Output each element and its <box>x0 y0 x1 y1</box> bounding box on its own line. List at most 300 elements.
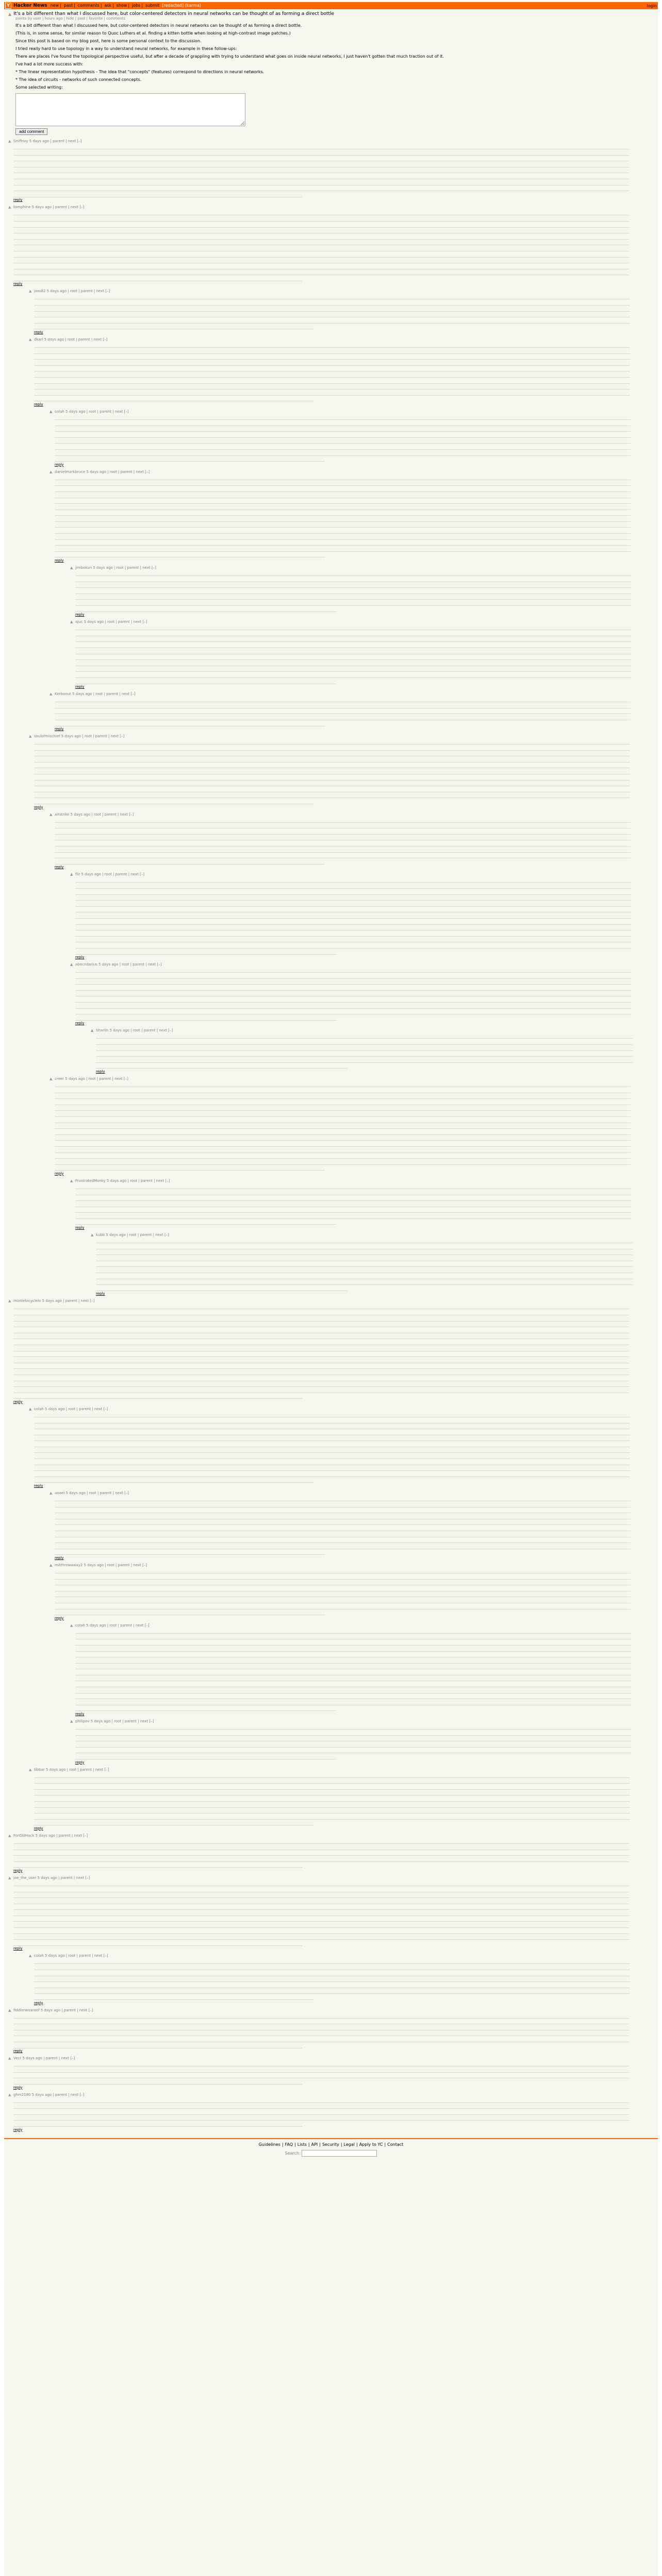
comment-text-line <box>75 968 632 973</box>
comment-text-line <box>13 1352 629 1357</box>
comment-text-line <box>13 216 629 222</box>
footer-link[interactable]: Apply to YC <box>359 2142 383 2147</box>
comment-text-line <box>34 1466 630 1471</box>
upvote-arrow-icon[interactable]: ▲ <box>70 566 73 570</box>
reply-link[interactable]: reply <box>34 330 43 335</box>
reply-link[interactable]: reply <box>13 1868 23 1873</box>
comment-text-line <box>13 1899 629 1904</box>
comment-text-line <box>55 1124 631 1129</box>
upvote-arrow-icon[interactable]: ▲ <box>8 11 12 16</box>
reply-link[interactable]: reply <box>13 1399 23 1404</box>
comment-meta[interactable]: ghm2180 5 days ago | parent | next [–] <box>13 2092 85 2097</box>
comment-text-line <box>75 631 632 636</box>
comment-text-line <box>13 2122 302 2127</box>
upvote-arrow-icon[interactable]: ▲ <box>8 2056 11 2061</box>
comment-text-line <box>13 2110 629 2115</box>
comment-meta[interactable]: joe_the_user 5 days ago | parent | next [–] <box>13 1875 90 1880</box>
comment-text-line <box>55 1538 631 1543</box>
comment-text-line <box>75 913 632 919</box>
upvote-arrow-icon[interactable]: ▲ <box>49 1491 53 1496</box>
nav-jobs[interactable]: jobs <box>131 3 141 8</box>
comment-text-line <box>34 1460 630 1465</box>
comment <box>8 139 655 202</box>
upvote-arrow-icon[interactable]: ▲ <box>49 692 53 697</box>
reply-link[interactable]: reply <box>75 1226 85 1230</box>
comment-text-line <box>96 1256 633 1261</box>
reply-link[interactable]: reply <box>13 2127 23 2132</box>
footer-link[interactable]: Lists <box>297 2142 307 2147</box>
comment-text-line <box>55 1088 631 1093</box>
nav-submit[interactable]: submit <box>145 3 160 8</box>
comment-text-line <box>13 1917 629 1922</box>
comment-text-line <box>75 1736 632 1741</box>
comment-meta[interactable]: jimbokun 5 days ago | root | parent | next [–] <box>75 566 156 570</box>
comment-text-line <box>75 1214 632 1219</box>
upvote-arrow-icon[interactable]: ▲ <box>8 139 11 143</box>
comment-text <box>34 294 655 329</box>
comment-text-line <box>13 186 629 191</box>
comment-text-line <box>34 1448 630 1453</box>
comment-text-line <box>75 1652 632 1657</box>
reply-link[interactable]: reply <box>55 865 64 870</box>
comment-text-line <box>55 529 631 534</box>
comment-text-line <box>34 1797 630 1802</box>
comment-text-line <box>96 1033 633 1039</box>
comment-text-line <box>75 986 632 991</box>
story-paragraph: (This is, in some sense, for similar reason to Quoc Luthers et al. finding a kitten bottle when looking at high-contrast image patches.) <box>15 31 291 36</box>
footer-separator: | <box>340 2142 342 2147</box>
comment <box>49 470 655 563</box>
comment-text-line <box>55 1532 631 1537</box>
reply-link[interactable]: reply <box>13 198 23 202</box>
comment <box>70 872 655 959</box>
comment-text <box>34 1773 655 1826</box>
comment-text-line <box>34 1995 313 2000</box>
comment-text-line <box>13 1316 629 1321</box>
comment <box>49 1563 655 1620</box>
footer-separator: | <box>356 2142 358 2147</box>
comment-text-line <box>75 643 632 648</box>
comment-text-line <box>96 1063 347 1069</box>
comment-text-line <box>75 1640 632 1646</box>
comment <box>8 1876 655 1951</box>
comment-text-line <box>75 920 632 925</box>
comment-text-line <box>55 859 325 865</box>
reply-link[interactable]: reply <box>75 613 85 617</box>
comment-text-line <box>55 853 631 858</box>
comment-meta[interactable]: tibbar 5 days ago | root | parent | next [–] <box>34 1767 109 1772</box>
comment-text <box>75 1184 655 1225</box>
comment-text-line <box>13 1923 629 1928</box>
comment-text-line <box>13 162 629 167</box>
comment-text-line <box>55 1550 325 1555</box>
comment-meta[interactable]: montebicyclelo 5 days ago | parent | next [–] <box>13 1299 95 1303</box>
reply-link[interactable]: reply <box>55 1555 64 1560</box>
comment-text-line <box>75 673 632 678</box>
comment-text-line <box>13 252 629 258</box>
upvote-arrow-icon[interactable]: ▲ <box>70 1623 73 1628</box>
story-text <box>15 23 655 90</box>
comment-text-line <box>75 637 632 642</box>
reply-link[interactable]: reply <box>55 727 64 732</box>
nav-new[interactable]: new <box>50 3 59 8</box>
footer <box>4 2138 658 2157</box>
comment-meta[interactable]: tomphine 5 days ago | parent | next [–] <box>13 205 85 210</box>
story-paragraph: Some selected writing: <box>15 85 63 90</box>
comment <box>49 812 655 870</box>
comment-meta[interactable]: airstrike 5 days ago | root | parent | next [–] <box>55 812 134 817</box>
site-name[interactable]: Hacker News <box>13 3 47 8</box>
comment-text-line <box>55 505 631 510</box>
upvote-arrow-icon[interactable]: ▲ <box>70 1178 73 1183</box>
footer-link[interactable]: Security <box>322 2142 339 2147</box>
comment-text-line <box>55 499 631 504</box>
nav-comments[interactable]: comments <box>77 3 100 8</box>
comment-text-line <box>13 2079 302 2084</box>
reply-link[interactable]: reply <box>13 282 23 286</box>
comment-text-line <box>75 877 632 883</box>
comment-text <box>13 2013 655 2048</box>
upvote-arrow-icon[interactable]: ▲ <box>49 812 53 817</box>
comment-text <box>55 475 655 558</box>
upvote-arrow-icon[interactable]: ▲ <box>8 2008 11 2012</box>
reply-link[interactable]: reply <box>34 1826 43 1831</box>
comment-meta[interactable]: creer 5 days ago | root | parent | next [–] <box>55 1077 128 1081</box>
upvote-arrow-icon[interactable]: ▲ <box>91 1028 94 1033</box>
reply-link[interactable]: reply <box>75 1712 85 1717</box>
comment-text-line <box>75 979 632 985</box>
comment-text-line <box>13 1328 629 1333</box>
story-paragraph: I tried really hard to use topology in a way to understand neural networks, for example in these follow-ups: <box>15 46 237 51</box>
comment-meta[interactable]: uoaei 5 days ago | root | parent | next [–] <box>55 1491 129 1496</box>
story-subtext: points by user | hours ago | hide | past | favorite | comments <box>15 16 125 21</box>
comment-text-line <box>75 907 632 912</box>
comment-text-line <box>75 1670 632 1675</box>
add-comment-button[interactable]: add comment <box>15 128 47 135</box>
comment-text-line <box>55 427 631 432</box>
comment-text-line <box>96 1040 633 1045</box>
footer-link[interactable]: Contact <box>387 2142 404 2147</box>
comment-text <box>55 415 655 462</box>
upvote-arrow-icon[interactable]: ▲ <box>29 337 32 342</box>
comment-text-line <box>13 2061 629 2066</box>
reply-link[interactable]: reply <box>55 1616 64 1620</box>
upvote-arrow-icon[interactable]: ▲ <box>49 469 53 474</box>
comment-text-line <box>55 1148 631 1153</box>
reply-link[interactable]: reply <box>75 955 85 960</box>
comment-text-line <box>75 1688 632 1693</box>
comment-text-line <box>55 1526 631 1531</box>
comment-text-line <box>75 667 632 672</box>
comment-text-line <box>75 1682 632 1687</box>
comment <box>70 1623 655 1716</box>
comment-meta[interactable]: danielmarkbruce 5 days ago | root | parent | next [–] <box>55 469 150 474</box>
comment-text-line <box>13 150 629 156</box>
comment-text-line <box>75 1700 632 1705</box>
story-paragraph: There are places I've found the topological perspective useful, but after a decade of grappling with trying to understand what goes on inside neural networks, I just haven't gotten that much traction out of it. <box>15 54 444 59</box>
comment-textarea[interactable] <box>15 93 245 126</box>
story-title[interactable]: It's a bit different than what I discussed here, but color-centered detectors in neural networks can be thought of as forming a direct bottle <box>13 11 335 16</box>
upvote-arrow-icon[interactable]: ▲ <box>29 1954 32 1958</box>
comment-text-line <box>34 391 630 396</box>
nav-ask[interactable]: ask <box>104 3 112 8</box>
login-link[interactable]: login <box>647 3 657 8</box>
comment-text-line <box>13 1941 302 1946</box>
comment-text-line <box>34 751 630 756</box>
comment-meta[interactable]: joss82 5 days ago | root | parent | next [–] <box>34 289 110 294</box>
upvote-arrow-icon[interactable]: ▲ <box>70 1719 73 1724</box>
comment-text-line <box>55 415 631 420</box>
comment-text-line <box>75 1731 632 1736</box>
comment <box>8 1299 655 1404</box>
reply-link[interactable]: reply <box>34 2001 43 2005</box>
comment-text-line <box>55 487 631 492</box>
comment-meta[interactable]: colah 5 days ago | root | parent | next [–] <box>55 409 129 414</box>
comment-text-line <box>13 2104 629 2109</box>
comment-text-line <box>34 793 630 798</box>
top-bar <box>4 2 658 9</box>
footer-link[interactable]: Legal <box>343 2142 355 2147</box>
footer-search <box>4 2150 658 2157</box>
comment-text-line <box>34 1785 630 1790</box>
comment-meta[interactable]: flir 5 days ago | root | parent | next [–] <box>75 872 144 877</box>
nav-links: new | past | comments | ask | show | jobs | submit [redacted] (karma) <box>50 3 202 8</box>
comment-text-line <box>34 379 630 384</box>
comment-text-line <box>34 1418 630 1423</box>
comment-text-line <box>34 300 630 306</box>
comment-text-line <box>55 1580 631 1585</box>
comment-text-line <box>13 168 629 173</box>
comment-text-line <box>13 2013 629 2019</box>
comment-text-line <box>13 223 629 228</box>
footer-separator: | <box>294 2142 296 2147</box>
reply-link[interactable]: reply <box>13 2085 23 2090</box>
comment-meta[interactable]: soulofmischief 5 days ago | root | parent | next [–] <box>34 734 125 739</box>
comment-text <box>75 968 655 1021</box>
comment-text-line <box>75 1742 632 1748</box>
comment-text-line <box>34 318 630 324</box>
comment-text-line <box>55 1106 631 1111</box>
reply-link[interactable]: reply <box>75 1760 85 1765</box>
comment-text-line <box>75 937 632 942</box>
reply-link[interactable]: reply <box>13 2049 23 2054</box>
reply-link[interactable]: reply <box>34 1484 43 1488</box>
comment-text-line <box>75 1629 632 1634</box>
comment-text-line <box>34 1430 630 1435</box>
comment-text <box>75 625 655 684</box>
comment-text-line <box>55 721 325 726</box>
upvote-arrow-icon[interactable]: ▲ <box>70 872 73 877</box>
reply-link[interactable]: reply <box>55 558 64 563</box>
comment-meta[interactable]: Kerbonut 5 days ago | root | parent | next [–] <box>55 692 136 697</box>
comment-text-line <box>13 1376 629 1381</box>
comment-text-line <box>13 1929 629 1934</box>
comment-text-line <box>96 1268 633 1273</box>
comment <box>91 1028 655 1074</box>
comment-text-line <box>75 595 632 600</box>
comment-text-line <box>13 276 302 281</box>
comment-text-line <box>34 343 630 348</box>
comment-text-line <box>34 384 630 389</box>
comment-text-line <box>55 535 631 540</box>
comment-text-line <box>55 1130 631 1135</box>
comment-text-line <box>34 1989 630 1994</box>
comment <box>49 1491 655 1560</box>
comment-meta[interactable]: FrustratedMonky 5 days ago | root | parent | next [–] <box>75 1178 170 1183</box>
reply-link[interactable]: reply <box>75 1021 85 1026</box>
comment-meta[interactable]: ajuc 5 days ago | root | parent | next [–] <box>75 620 147 624</box>
comment-text-line <box>55 438 631 444</box>
comment <box>29 734 655 809</box>
comment-meta[interactable]: colah 5 days ago | root | parent | next [–] <box>75 1623 150 1628</box>
comment-text-line <box>96 1274 633 1279</box>
footer-link[interactable]: API <box>311 2142 318 2147</box>
footer-links <box>4 2142 658 2147</box>
reply-link[interactable]: reply <box>13 1946 23 1951</box>
comment-text <box>55 1568 655 1615</box>
comment <box>91 1233 655 1296</box>
comment-text-line <box>75 991 632 996</box>
comment-text-line <box>75 1664 632 1669</box>
comment-meta[interactable]: philipov 5 days ago | root | parent | next [–] <box>75 1719 154 1724</box>
comment-text-line <box>34 745 630 751</box>
upvote-arrow-icon[interactable]: ▲ <box>8 205 11 210</box>
upvote-arrow-icon[interactable]: ▲ <box>29 289 32 294</box>
comment-text-line <box>55 697 631 702</box>
upvote-arrow-icon[interactable]: ▲ <box>8 1299 11 1303</box>
comment-text <box>75 571 655 612</box>
upvote-arrow-icon[interactable]: ▲ <box>49 409 53 414</box>
reply-link[interactable]: reply <box>75 685 85 689</box>
upvote-arrow-icon[interactable]: ▲ <box>8 1833 11 1838</box>
comment-text-line <box>34 354 630 360</box>
upvote-arrow-icon[interactable]: ▲ <box>29 734 32 739</box>
comment-text-line <box>34 1803 630 1808</box>
comment-text-line <box>75 925 632 930</box>
comment-text-line <box>55 1154 631 1159</box>
comment <box>8 2056 655 2089</box>
comment-text-line <box>55 456 325 462</box>
comment-text-line <box>13 1935 629 1940</box>
footer-link[interactable]: Guidelines <box>258 2142 280 2147</box>
reply-link[interactable]: reply <box>34 805 43 809</box>
comment <box>70 620 655 689</box>
comment-text-line <box>13 174 629 179</box>
comment-text-line <box>34 1977 630 1982</box>
comment-meta[interactable]: colah 5 days ago | root | parent | next [–] <box>34 1954 108 1958</box>
comment-text-line <box>13 156 629 161</box>
comment-text-line <box>55 451 631 456</box>
comment <box>29 289 655 334</box>
upvote-arrow-icon[interactable]: ▲ <box>29 1767 32 1772</box>
comment-text-line <box>75 950 336 955</box>
comment-text-line <box>55 540 631 546</box>
reply-link[interactable]: reply <box>96 1070 105 1074</box>
comment-text-line <box>34 312 630 317</box>
comment-text-line <box>13 1862 302 1868</box>
comment <box>70 566 655 617</box>
yc-logo-icon[interactable]: Y <box>5 3 11 9</box>
upvote-arrow-icon[interactable]: ▲ <box>49 1563 53 1567</box>
comment-text-line <box>34 366 630 371</box>
upvote-arrow-icon[interactable]: ▲ <box>29 1406 32 1411</box>
comment <box>49 1077 655 1176</box>
reply-link[interactable]: reply <box>55 462 64 467</box>
comment-text-line <box>55 475 631 480</box>
comment-text-line <box>34 1815 630 1820</box>
comment-text-line <box>34 1424 630 1429</box>
comment-text-line <box>13 210 629 215</box>
comment-text-line <box>55 1574 631 1580</box>
page <box>4 2 658 2576</box>
reply-link[interactable]: reply <box>55 1171 64 1176</box>
comment <box>70 962 655 1025</box>
upvote-arrow-icon[interactable]: ▲ <box>70 620 73 624</box>
comment-text-line <box>75 1015 336 1021</box>
comment-text-line <box>34 1436 630 1441</box>
comment-text-line <box>13 2025 629 2030</box>
comment-text-line <box>34 1983 630 1988</box>
reply-link[interactable]: reply <box>34 402 43 406</box>
comment-text-line <box>75 1009 632 1014</box>
comment-text <box>13 1881 655 1946</box>
comment <box>8 1834 655 1873</box>
comment-meta[interactable]: Vecr 5 days ago | parent | next [–] <box>13 2056 75 2061</box>
comment-meta[interactable]: dkarl 5 days ago | root | parent | next [–] <box>34 337 108 342</box>
comment-meta[interactable]: Sharlin 5 days ago | root | parent | next [–] <box>96 1028 173 1033</box>
comment-text-line <box>13 1893 629 1898</box>
upvote-arrow-icon[interactable]: ▲ <box>49 1077 53 1081</box>
nav-show[interactable]: show <box>116 3 127 8</box>
comment-text-line <box>34 787 630 792</box>
comment-text-line <box>75 601 632 606</box>
comment-text-line <box>13 1394 302 1399</box>
comment-text-line <box>75 931 632 937</box>
comment-text-line <box>75 974 632 979</box>
upvote-arrow-icon[interactable]: ▲ <box>8 1875 11 1880</box>
comment-text-line <box>55 1514 631 1519</box>
comment-text-line <box>55 1165 325 1171</box>
comment-text-line <box>13 240 629 245</box>
comment-text-line <box>34 1971 630 1976</box>
footer-link[interactable]: FAQ <box>285 2142 293 2147</box>
comment-text-line <box>13 1334 629 1339</box>
comment-text-line <box>75 661 632 666</box>
comment-meta[interactable]: mitthrowaway2 5 days ago | root | parent | next [–] <box>55 1563 147 1567</box>
comment-text-line <box>34 294 630 299</box>
comment-meta[interactable]: abecedarius 5 days ago | root | parent | next [–] <box>75 962 162 967</box>
comment-meta[interactable]: kubb 5 days ago | root | parent | next [–] <box>96 1233 169 1238</box>
comment-text-line <box>75 1676 632 1681</box>
search-input[interactable] <box>302 2150 377 2157</box>
comment-text <box>34 1412 655 1483</box>
comment-text-line <box>55 1094 631 1099</box>
comment-meta[interactable]: fiddlerwoaroof 5 days ago | parent | next [–] <box>13 2008 93 2012</box>
comment <box>29 1768 655 1831</box>
comment-text <box>75 1629 655 1711</box>
comment-text-line <box>13 234 629 240</box>
upvote-arrow-icon[interactable]: ▲ <box>8 2092 11 2097</box>
upvote-arrow-icon[interactable]: ▲ <box>70 962 73 967</box>
upvote-arrow-icon[interactable]: ▲ <box>91 1233 94 1238</box>
reply-link[interactable]: reply <box>96 1292 105 1296</box>
comment-text-line <box>75 625 632 630</box>
comment-meta[interactable]: colah 5 days ago | root | parent | next [–] <box>34 1406 108 1411</box>
comment-meta[interactable]: ForOldHack 5 days ago | parent | next [–] <box>13 1833 88 1838</box>
comment-meta[interactable]: Sniffnoy 5 days ago | parent | next [–] <box>13 139 82 143</box>
nav-past[interactable]: past <box>63 3 73 8</box>
comment-text-line <box>55 829 631 835</box>
